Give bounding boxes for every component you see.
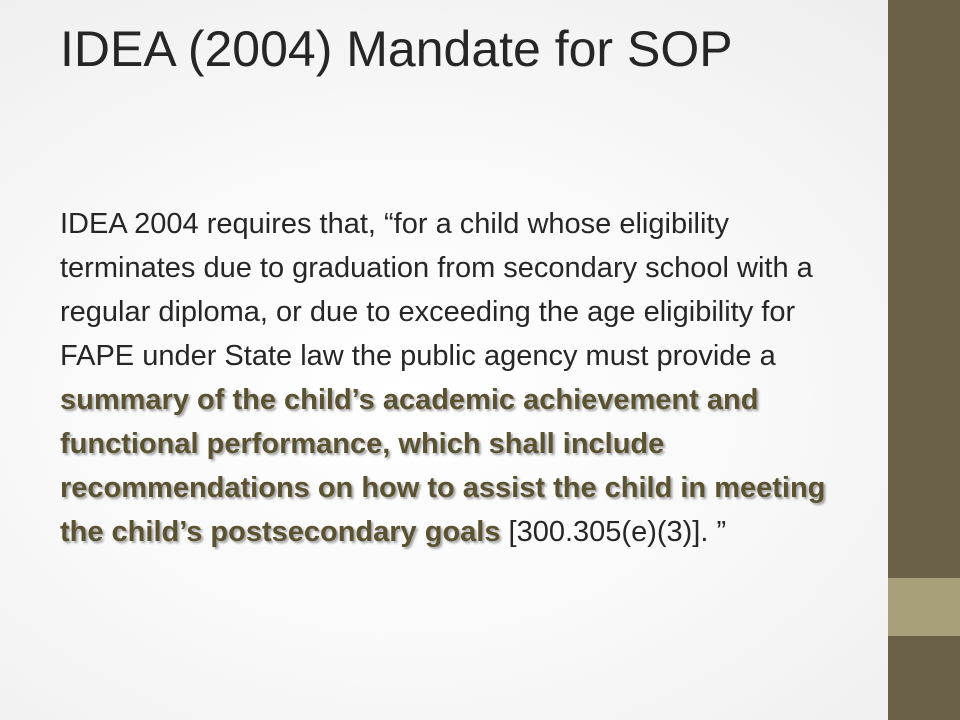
body-citation: [300.305(e)(3)]. ”: [500, 516, 727, 548]
sidebar-accent-light: [888, 578, 960, 636]
slide-body: [60, 202, 870, 554]
body-intro: IDEA 2004 requires that, “for a child whose eligibility terminates due to graduation from secondary school with a regular diploma, or due to exceeding the age eligibility for FAPE under State law the public agency must provide a: [60, 208, 813, 372]
slide-title: IDEA (2004) Mandate for SOP: [60, 21, 733, 77]
sidebar-accent-dark: [888, 0, 960, 578]
sidebar-accent-bottom: [888, 636, 960, 720]
body-emphasis: summary of the child’s academic achievement and functional performance, which shall include recommendations on how to assist the child in meeting the child’s postsecondary goals: [60, 384, 826, 548]
